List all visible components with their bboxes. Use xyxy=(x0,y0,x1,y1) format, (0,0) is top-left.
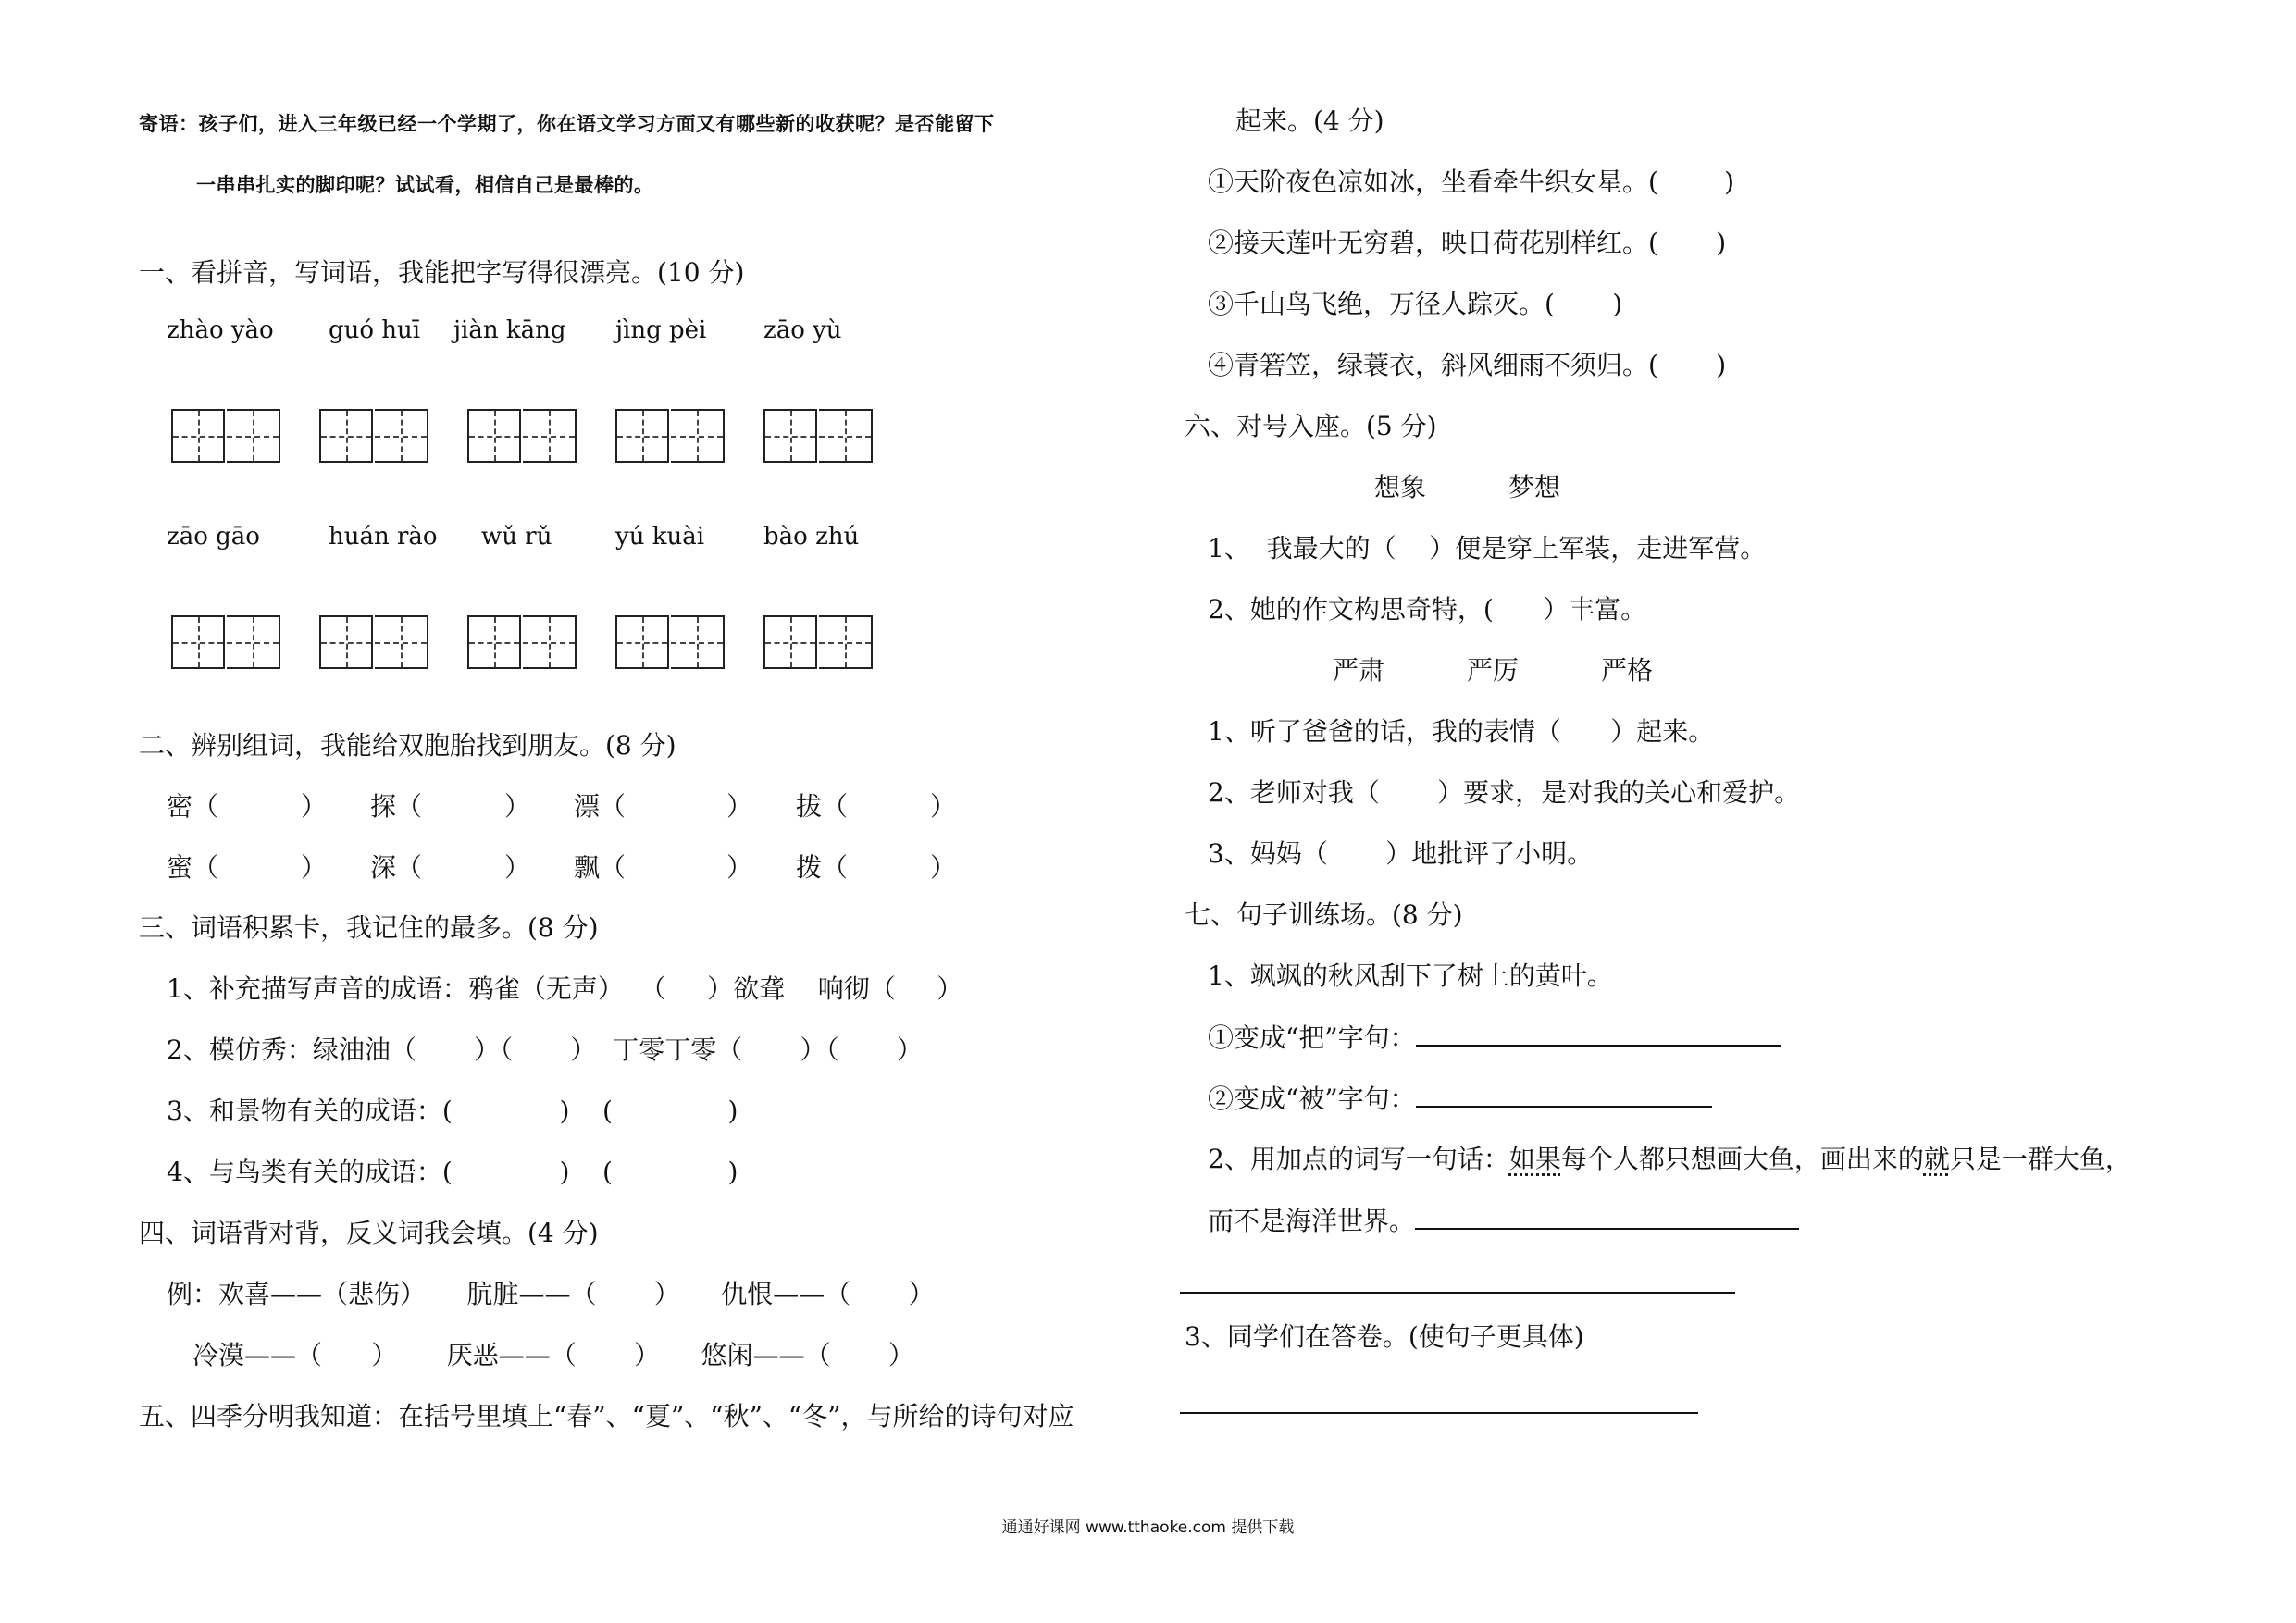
twin-close: ） xyxy=(930,852,957,883)
twin-char: 拔（ xyxy=(796,791,849,822)
s3-item-2: 2、模仿秀：绿油油（ ）（ ） 丁零丁零（ ）（ ） xyxy=(167,1035,923,1065)
writing-grid[interactable] xyxy=(319,409,430,463)
poem-item-3: ③千山鸟飞绝，万径人踪灭。( ) xyxy=(1208,289,1623,319)
answer-line[interactable] xyxy=(1416,1019,1781,1047)
pinyin-1-1: zhào yào xyxy=(167,316,274,344)
footer-credit: 通通好课网 www.tthaoke.com 提供下载 xyxy=(1001,1518,1295,1537)
s7-q1b xyxy=(1208,1080,1712,1118)
poem-item-2: ②接天莲叶无穷碧，映日荷花别样红。( ) xyxy=(1208,228,1727,258)
s6-b3: 3、妈妈（ ）地批评了小明。 xyxy=(1208,838,1594,869)
pinyin-2-5: bào zhú xyxy=(763,523,860,551)
pinyin-2-3: wǔ rǔ xyxy=(481,523,552,551)
writing-grid[interactable] xyxy=(171,409,282,463)
twin-close: ） xyxy=(726,791,753,822)
twin-char: 拨（ xyxy=(796,852,849,883)
twin-char: 蜜（ xyxy=(167,852,219,883)
pinyin-2-2: huán rào xyxy=(329,523,438,551)
writing-grid[interactable] xyxy=(171,615,282,669)
s7-q2-cont xyxy=(1208,1202,1799,1240)
answer-line[interactable] xyxy=(1180,1412,1698,1414)
twin-close: ） xyxy=(301,852,328,883)
twin-char: 探（ xyxy=(370,791,423,822)
dotted-word-2: 就 xyxy=(1923,1144,1950,1174)
pinyin-2-1: zāo gāo xyxy=(167,523,260,551)
section-4-title: 四、词语背对背，反义词我会填。(4 分) xyxy=(139,1218,599,1248)
writing-grid[interactable] xyxy=(615,615,726,669)
twin-close: ） xyxy=(504,791,531,822)
writing-grid[interactable] xyxy=(763,409,875,463)
intro-line-1: 寄语：孩子们，进入三年级已经一个学期了，你在语文学习方面又有哪些新的收获呢？是否能留下 xyxy=(139,113,995,135)
answer-line[interactable] xyxy=(1180,1292,1735,1294)
s3-item-1: 1、补充描写声音的成语：鸦雀（无声） （ ）欲聋 响彻（ ） xyxy=(167,973,963,1004)
s7-q2-cont-label: 而不是海洋世界。 xyxy=(1208,1206,1416,1236)
writing-grid[interactable] xyxy=(763,615,875,669)
twin-close: ） xyxy=(504,852,531,883)
s3-item-3: 3、和景物有关的成语：( ) ( ) xyxy=(167,1096,738,1126)
pinyin-1-3: jiàn kāng xyxy=(453,316,566,344)
twin-close: ） xyxy=(301,791,328,822)
pinyin-2-4: yú kuài xyxy=(615,523,705,551)
twin-char: 深（ xyxy=(370,852,423,883)
twin-char: 漂（ xyxy=(574,791,627,822)
s5-continuation: 起来。(4 分) xyxy=(1235,105,1384,136)
writing-grid[interactable] xyxy=(467,409,578,463)
intro-line-2: 一串串扎实的脚印呢？试试看，相信自己是最棒的。 xyxy=(196,174,654,196)
twin-close: ） xyxy=(726,852,753,883)
pinyin-1-4: jìng pèi xyxy=(615,316,707,344)
twin-close: ） xyxy=(930,791,957,822)
section-6-title: 六、对号入座。(5 分) xyxy=(1185,411,1437,441)
s6-a1: 1、 我最大的（ ）便是穿上军装，走进军营。 xyxy=(1208,533,1767,564)
s6-a2: 2、她的作文构思奇特，( ）丰富。 xyxy=(1208,594,1647,625)
word-bank-1: 想象 梦想 xyxy=(1374,472,1561,502)
poem-item-4: ④青箬笠，绿蓑衣，斜风细雨不须归。( ) xyxy=(1208,350,1727,380)
s7-q2-post: 只是一群大鱼， xyxy=(1949,1144,2131,1174)
writing-grid[interactable] xyxy=(467,615,578,669)
section-2-title: 二、辨别组词，我能给双胞胎找到朋友。(8 分) xyxy=(139,730,676,761)
pinyin-1-5: zāo yù xyxy=(763,316,842,344)
section-5-title: 五、四季分明我知道：在括号里填上“春”、“夏”、“秋”、“冬”，与所给的诗句对应 xyxy=(139,1401,1074,1431)
dotted-word-1: 如果 xyxy=(1508,1144,1561,1174)
section-1-title: 一、看拼音，写词语，我能把字写得很漂亮。(10 分) xyxy=(139,257,745,288)
twin-char: 飘（ xyxy=(574,852,627,883)
word-bank-2: 严肃 严厉 严格 xyxy=(1333,655,1654,686)
poem-item-1: ①天阶夜色凉如冰，坐看牵牛织女星。( ) xyxy=(1208,167,1735,197)
s7-q1a xyxy=(1208,1019,1781,1057)
s4-row-1: 例：欢喜——（悲伤） 肮脏——（ ） 仇恨——（ ） xyxy=(167,1279,935,1309)
twin-char: 密（ xyxy=(167,791,219,822)
s7-q3: 3、同学们在答卷。(使句子更具体) xyxy=(1185,1321,1584,1352)
answer-line[interactable] xyxy=(1415,1202,1799,1230)
writing-grid[interactable] xyxy=(319,615,430,669)
s7-q1: 1、飒飒的秋风刮下了树上的黄叶。 xyxy=(1208,960,1613,991)
s7-q1a-label: ①变成“把”字句： xyxy=(1208,1022,1416,1053)
writing-grid[interactable] xyxy=(615,409,726,463)
s7-q2 xyxy=(1208,1141,2131,1178)
s4-row-2: 冷漠——（ ） 厌恶——（ ） 悠闲——（ ） xyxy=(192,1340,914,1370)
pinyin-1-2: guó huī xyxy=(329,316,421,344)
s7-q1b-label: ②变成“被”字句： xyxy=(1208,1084,1416,1114)
s7-q2-mid: 每个人都只想画大鱼，画出来的 xyxy=(1560,1144,1924,1174)
answer-line[interactable] xyxy=(1416,1080,1712,1108)
section-7-title: 七、句子训练场。(8 分) xyxy=(1185,899,1463,930)
s7-q2-pre: 2、用加点的词写一句话： xyxy=(1208,1144,1509,1174)
s6-b1: 1、听了爸爸的话，我的表情（ ）起来。 xyxy=(1208,716,1715,747)
s3-item-4: 4、与鸟类有关的成语：( ) ( ) xyxy=(167,1157,738,1187)
section-3-title: 三、词语积累卡，我记住的最多。(8 分) xyxy=(139,912,599,943)
s6-b2: 2、老师对我（ ）要求，是对我的关心和爱护。 xyxy=(1208,777,1801,808)
